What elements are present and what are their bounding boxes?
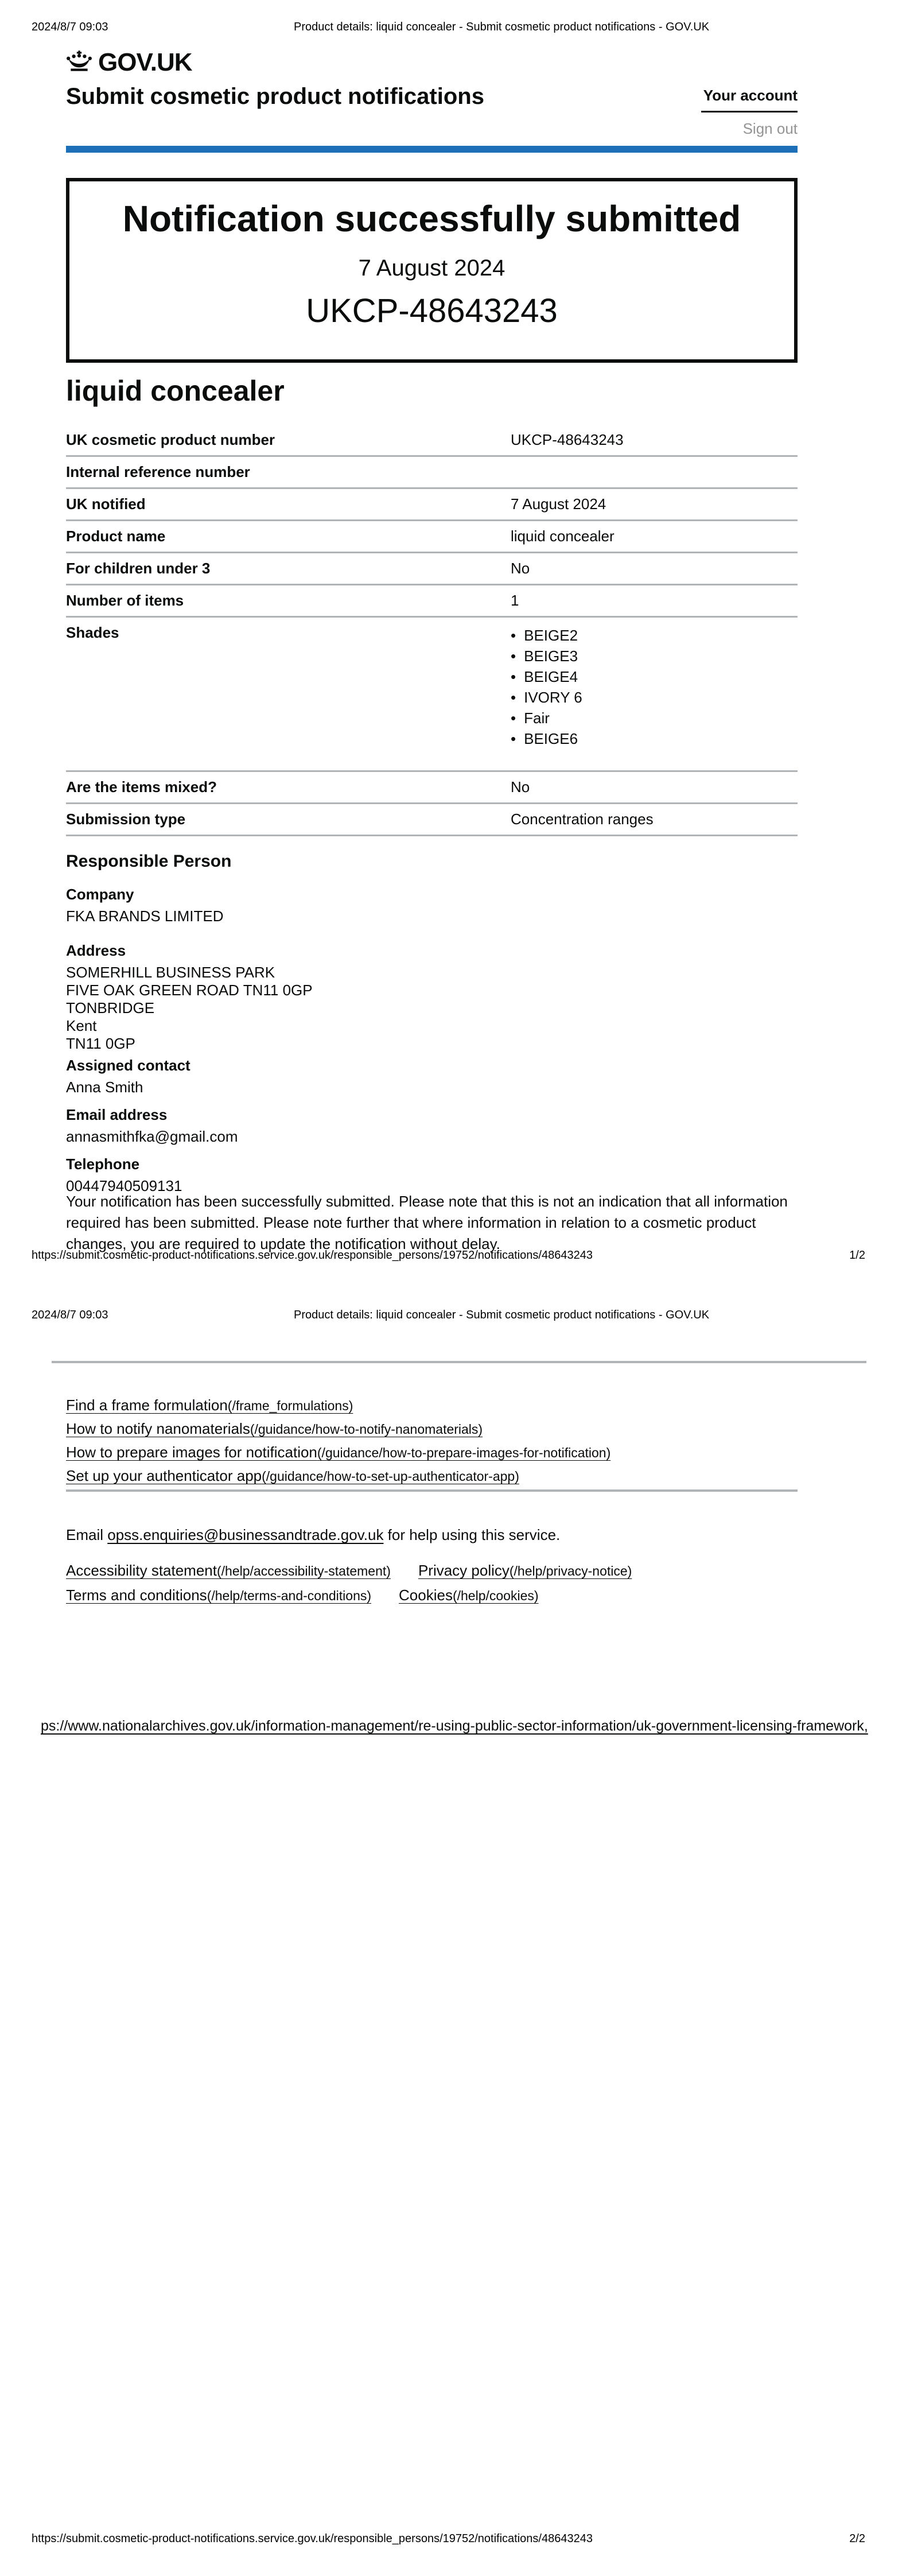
assigned-contact-value: Anna Smith: [66, 1078, 143, 1096]
row-value: Concentration ranges: [511, 810, 654, 828]
row-value: 1: [511, 592, 519, 609]
submission-note: Your notification has been successfully submitted. Please note that this is not an indication that all information required has been submitted. Please note further that where information in relation to a cosmetic product changes, you are required to update the notification without delay.: [66, 1193, 788, 1252]
address-label: Address: [66, 942, 126, 959]
product-summary-table: [66, 425, 798, 836]
shade-item: • BEIGE2: [511, 625, 798, 646]
table-row: [66, 553, 798, 585]
confirmation-panel: [66, 178, 798, 363]
confirmation-date: 7 August 2024: [358, 255, 505, 281]
row-label: Number of items: [66, 592, 184, 609]
account-underline: [701, 111, 798, 112]
privacy-policy-link[interactable]: Privacy policy(/help/privacy-notice): [418, 1562, 632, 1579]
row-label: Product name: [66, 527, 166, 545]
table-row: [66, 772, 798, 804]
telephone-label: Telephone: [66, 1155, 140, 1173]
terms-and-conditions-link[interactable]: Terms and conditions(/help/terms-and-conditions): [66, 1586, 372, 1604]
related-links: [66, 1396, 610, 1490]
confirmation-reference: UKCP-48643243: [306, 292, 558, 329]
email-address-label: Email address: [66, 1106, 168, 1123]
address-line: Kent: [66, 1017, 97, 1034]
address-line: TONBRIDGE: [66, 999, 155, 1017]
page-title: liquid concealer: [66, 375, 285, 407]
table-row: [66, 457, 798, 489]
print-footer-page-number: 2/2: [849, 2532, 865, 2545]
table-row: [66, 585, 798, 618]
cookies-link[interactable]: Cookies(/help/cookies): [399, 1586, 539, 1604]
crown-icon: [66, 51, 92, 75]
shade-item: • BEIGE3: [511, 646, 798, 666]
company-label: Company: [66, 886, 134, 903]
prepare-images-link[interactable]: How to prepare images for notification(/guidance/how-to-prepare-images-for-notification): [66, 1444, 611, 1461]
print-header-datetime: 2024/8/7 09:03: [32, 21, 108, 33]
assigned-contact-label: Assigned contact: [66, 1057, 190, 1074]
table-row: [66, 425, 798, 457]
table-row: [66, 489, 798, 521]
table-row: [66, 804, 798, 836]
address-line: TN11 0GP: [66, 1035, 135, 1052]
address-line: SOMERHILL BUSINESS PARK: [66, 964, 275, 981]
email-address-value: annasmithfka@gmail.com: [66, 1128, 238, 1145]
shade-item: • BEIGE6: [511, 728, 798, 749]
row-value: liquid concealer: [511, 527, 615, 545]
table-row-shades: [66, 618, 798, 772]
row-label: UK notified: [66, 495, 146, 513]
shade-item: • Fair: [511, 708, 798, 728]
your-account-link[interactable]: Your account: [703, 87, 798, 104]
table-row: [66, 521, 798, 553]
accessibility-statement-link[interactable]: Accessibility statement(/help/accessibility-statement): [66, 1562, 391, 1579]
page-2: [0, 1288, 910, 2576]
shades-list: [511, 625, 798, 749]
govuk-logo[interactable]: [66, 48, 192, 77]
row-value: 7 August 2024: [511, 495, 606, 513]
print-header-datetime: 2024/8/7 09:03: [32, 1309, 108, 1321]
govuk-logo-text: GOV.UK: [98, 48, 192, 76]
footer-links-divider: [66, 1489, 798, 1492]
national-archives-licence-link[interactable]: ps://www.nationalarchives.gov.uk/information-management/re-using-public-sector-information/uk-government-licensing-framework,: [41, 1718, 868, 1734]
responsible-person-section: [66, 851, 798, 1195]
row-label: UK cosmetic product number: [66, 431, 275, 448]
shade-item: • BEIGE4: [511, 666, 798, 687]
responsible-person-heading: Responsible Person: [66, 852, 232, 871]
opss-email-link[interactable]: opss.enquiries@businessandtrade.gov.uk: [107, 1526, 384, 1543]
row-label: Submission type: [66, 810, 186, 828]
row-label: Are the items mixed?: [66, 778, 217, 796]
notify-nanomaterials-link[interactable]: How to notify nanomaterials(/guidance/how-to-notify-nanomaterials): [66, 1420, 483, 1437]
print-footer-page-number: 1/2: [849, 1249, 865, 1262]
sign-out-link[interactable]: Sign out: [742, 120, 798, 137]
row-value: No: [511, 560, 530, 577]
row-value: No: [511, 778, 530, 796]
row-label: Shades: [66, 624, 119, 641]
footer-meta-links: [66, 1561, 632, 1611]
authenticator-app-link[interactable]: Set up your authenticator app(/guidance/how-to-set-up-authenticator-app): [66, 1467, 519, 1484]
print-footer-url: https://submit.cosmetic-product-notifications.service.gov.uk/responsible_persons/19752/notifications/48643243: [32, 1249, 593, 1262]
address-line: FIVE OAK GREEN ROAD TN11 0GP: [66, 981, 313, 999]
company-value: FKA BRANDS LIMITED: [66, 907, 224, 925]
account-nav: [701, 86, 798, 138]
print-header-title: Product details: liquid concealer - Submit cosmetic product notifications - GOV.UK: [294, 1309, 710, 1321]
telephone-value: 00447940509131: [66, 1177, 182, 1194]
service-name-link[interactable]: Submit cosmetic product notifications: [66, 84, 484, 109]
row-value: [511, 463, 798, 482]
row-label: Internal reference number: [66, 463, 250, 480]
print-footer-url: https://submit.cosmetic-product-notifications.service.gov.uk/responsible_persons/19752/notifications/48643243: [32, 2532, 593, 2545]
row-label: For children under 3: [66, 560, 211, 577]
help-contact-line: Email opss.enquiries@businessandtrade.gov.uk for help using this service.: [66, 1526, 561, 1543]
frame-formulation-link[interactable]: Find a frame formulation(/frame_formulations): [66, 1396, 353, 1414]
header-blue-bar: [66, 146, 798, 153]
row-value: UKCP-48643243: [511, 431, 624, 448]
shade-item: • IVORY 6: [511, 687, 798, 708]
confirmation-title: Notification successfully submitted: [122, 198, 741, 239]
print-header-title: Product details: liquid concealer - Submit cosmetic product notifications - GOV.UK: [294, 21, 710, 33]
footer-top-divider: [52, 1361, 866, 1363]
